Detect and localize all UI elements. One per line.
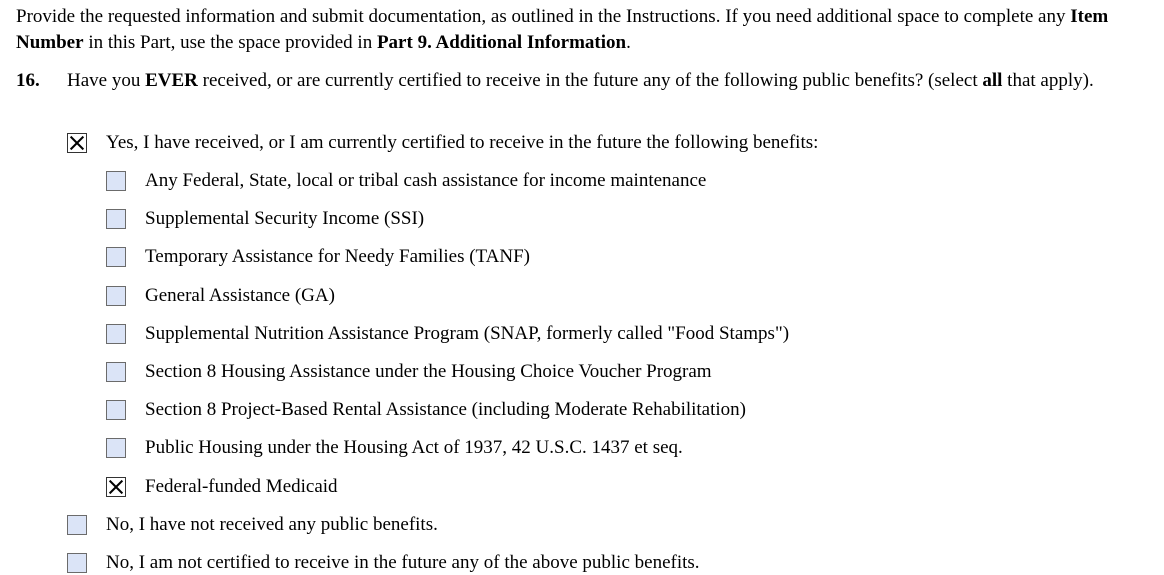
benefit-row-section8-voucher[interactable]	[106, 360, 712, 384]
no-received-label: No, I have not received any public benefits.	[106, 514, 438, 535]
benefit-row-public-housing[interactable]	[106, 436, 683, 460]
public-housing-checkbox[interactable]	[106, 438, 126, 458]
question-text-part: received, or are currently certified to receive in the future any of the following public benefits? (select	[197, 70, 983, 91]
benefit-label: Section 8 Housing Assistance under the Housing Choice Voucher Program	[145, 361, 712, 382]
benefit-row-tanf[interactable]	[106, 245, 530, 269]
benefit-label: Section 8 Project-Based Rental Assistance (including Moderate Rehabilitation)	[145, 399, 746, 420]
intro-text: in this Part, use the space provided in	[83, 32, 377, 53]
benefit-row-snap[interactable]	[106, 322, 789, 346]
no-certified-checkbox[interactable]	[67, 553, 87, 573]
yes-received-checkbox[interactable]	[67, 133, 87, 153]
intro-item-number-bold: Item Number	[16, 6, 1109, 53]
cash-assistance-checkbox[interactable]	[106, 171, 126, 191]
benefit-label: Supplemental Nutrition Assistance Program (SNAP, formerly called "Food Stamps")	[145, 323, 790, 344]
benefit-label: Federal-funded Medicaid	[145, 476, 338, 497]
ga-checkbox[interactable]	[106, 286, 126, 306]
section8-voucher-checkbox[interactable]	[106, 362, 126, 382]
no-certified-label: No, I am not certified to receive in the future any of the above public benefits.	[106, 552, 700, 573]
question-number: 16.	[16, 70, 40, 91]
question-text-part: Have you	[67, 70, 146, 91]
yes-option-row[interactable]	[67, 131, 818, 155]
benefit-row-cash-assistance[interactable]	[106, 169, 706, 193]
question-text	[67, 68, 1157, 94]
tanf-checkbox[interactable]	[106, 247, 126, 267]
no-received-row[interactable]	[67, 513, 438, 537]
benefit-row-ga[interactable]	[106, 284, 335, 308]
benefit-label: Public Housing under the Housing Act of 1937, 42 U.S.C. 1437 et seq.	[145, 437, 683, 458]
benefit-row-medicaid[interactable]	[106, 475, 338, 499]
section8-project-checkbox[interactable]	[106, 400, 126, 420]
benefit-label: Supplemental Security Income (SSI)	[145, 208, 425, 229]
benefit-row-ssi[interactable]	[106, 207, 424, 231]
intro-text: Provide the requested information and submit documentation, as outlined in the Instructions. If you need additional space to complete any	[16, 6, 1071, 27]
question-text-part: that apply).	[1002, 70, 1094, 91]
no-received-checkbox[interactable]	[67, 515, 87, 535]
ssi-checkbox[interactable]	[106, 209, 126, 229]
benefit-row-section8-project[interactable]	[106, 398, 746, 422]
intro-part9-bold: Part 9. Additional Information	[376, 32, 627, 53]
instructions-paragraph	[16, 4, 1156, 56]
medicaid-checkbox[interactable]	[106, 477, 126, 497]
yes-option-label: Yes, I have received, or I am currently certified to receive in the future the following benefits:	[106, 132, 819, 153]
benefit-label: Temporary Assistance for Needy Families (TANF)	[145, 246, 530, 267]
question-ever-bold: EVER	[145, 70, 198, 91]
intro-text: .	[626, 32, 631, 53]
benefit-label: Any Federal, State, local or tribal cash assistance for income maintenance	[145, 170, 707, 191]
benefit-label: General Assistance (GA)	[145, 285, 335, 306]
no-certified-row[interactable]	[67, 551, 700, 575]
snap-checkbox[interactable]	[106, 324, 126, 344]
question-all-bold: all	[982, 70, 1003, 91]
